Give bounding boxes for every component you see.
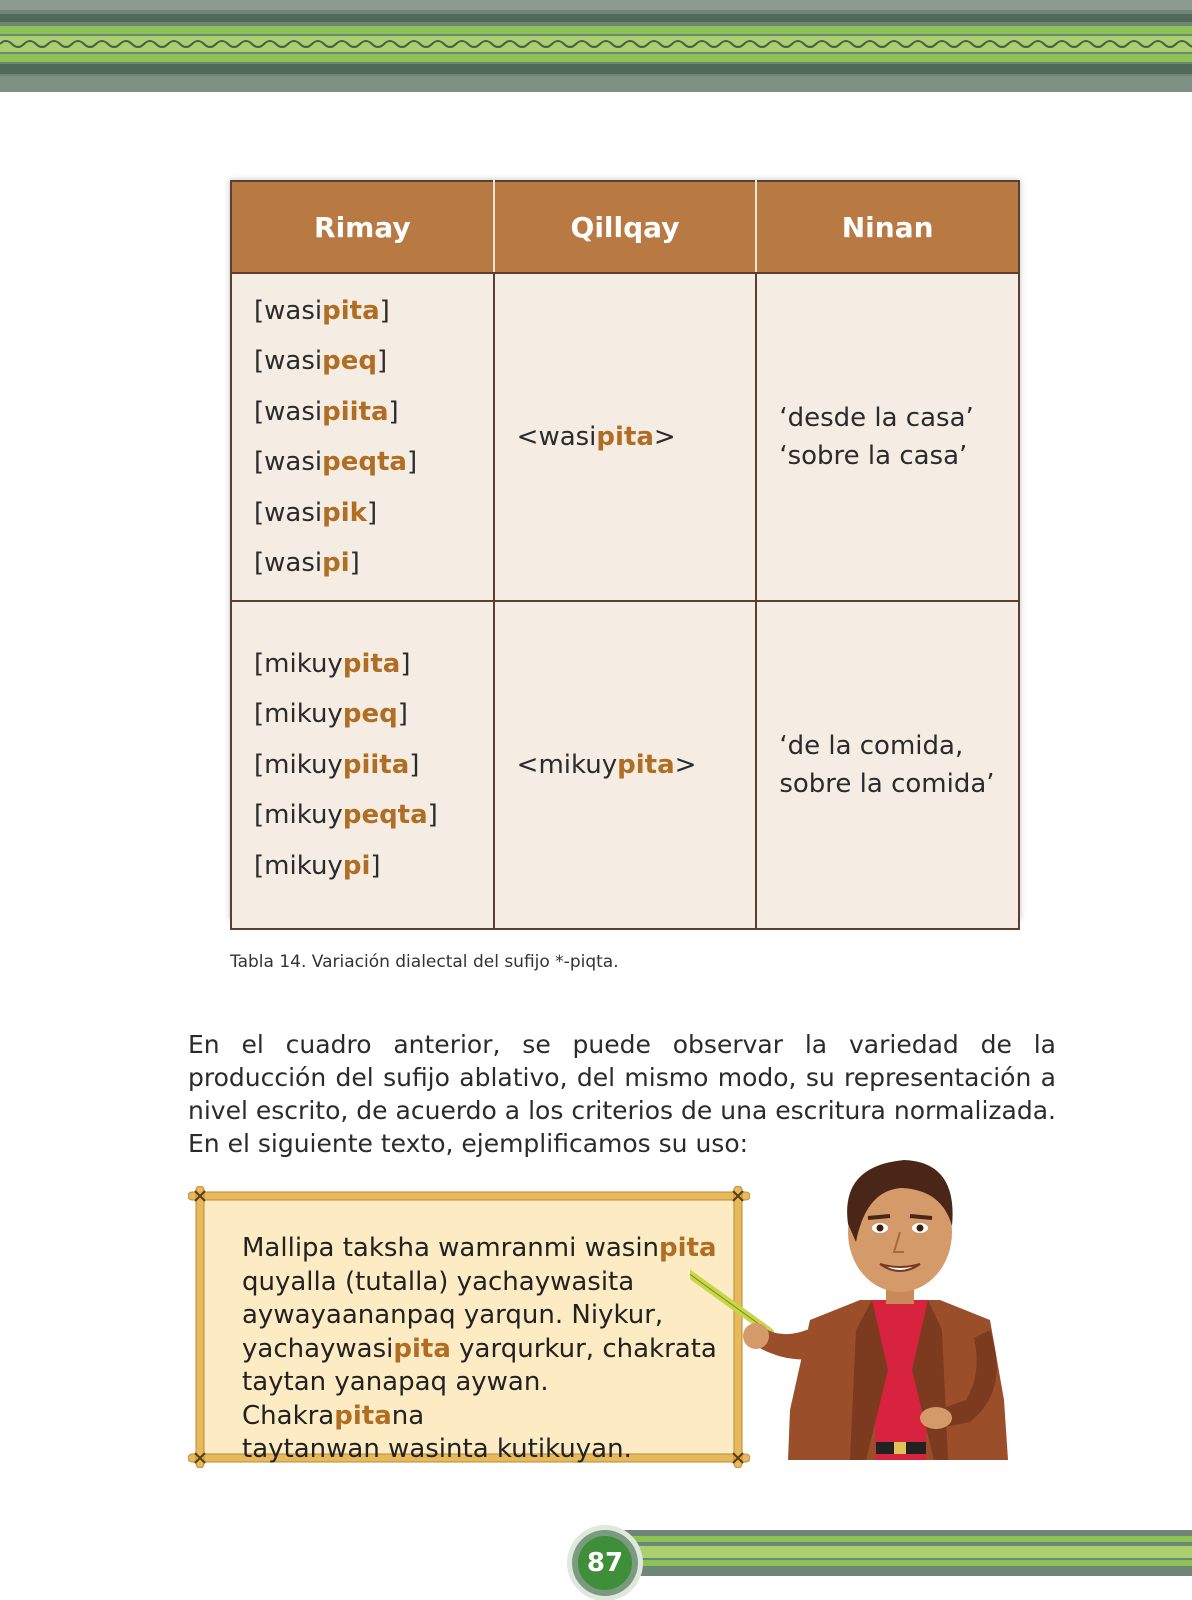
- example-line: quyalla (tutalla) yachaywasita: [242, 1266, 635, 1297]
- table-row: [231, 273, 1019, 601]
- table-header-row: [231, 181, 1019, 273]
- example-text: [242, 1232, 732, 1467]
- written-form-cell: <mikuypita>: [494, 601, 757, 929]
- spoken-form: [mikuypita]: [254, 648, 411, 679]
- table-row: [231, 601, 1019, 929]
- spoken-form: [mikuypiita]: [254, 749, 420, 780]
- meaning-line: sobre la comida’: [779, 769, 995, 799]
- spoken-form: [wasipeq]: [254, 346, 388, 376]
- example-line: taytanwan wasinta kutikuyan.: [242, 1434, 632, 1464]
- spoken-form: [wasipi]: [254, 548, 360, 578]
- table-caption: Tabla 14. Variación dialectal del sufijo *-piqta.: [230, 952, 619, 972]
- example-line: taytan yanapaq aywan. Chakrapitana: [242, 1367, 549, 1431]
- teacher-illustration: [690, 1160, 1050, 1460]
- spoken-forms-cell: [231, 601, 494, 929]
- spoken-form: [wasipeqta]: [254, 447, 418, 477]
- dialect-table: [230, 180, 1020, 920]
- spoken-form: [mikuypeq]: [254, 699, 408, 730]
- example-line: Mallipa taksha wamranmi wasinpita: [242, 1233, 717, 1263]
- header-qillqay: Qillqay: [494, 181, 757, 273]
- top-decorative-band: [0, 0, 1192, 92]
- meaning-line: ‘de la comida,: [779, 731, 964, 761]
- header-ninan: Ninan: [756, 181, 1019, 273]
- example-line: aywayaananpaq yarqun. Niykur,: [242, 1300, 664, 1330]
- spoken-form: [wasipiita]: [254, 396, 399, 427]
- spoken-form: [mikuypeqta]: [254, 800, 438, 831]
- spoken-form: [wasipik]: [254, 497, 378, 528]
- written-form-cell: <wasipita>: [494, 273, 757, 601]
- meaning-line: ‘desde la casa’: [779, 403, 974, 433]
- spoken-form: [mikuypi]: [254, 850, 381, 881]
- example-line: yachaywasipita yarqurkur, chakrata: [242, 1333, 717, 1364]
- spoken-forms-cell: [231, 273, 494, 601]
- meaning-cell: [756, 273, 1019, 601]
- body-paragraph: En el cuadro anterior, se puede observar la variedad de la producción del sufijo ablativo, del mismo modo, su representación a nivel escrito, de acuerdo a los criterios de una escritura normalizada. En el siguiente texto, ejemplificamos su uso:: [188, 1030, 1056, 1158]
- page-number: 87: [586, 1548, 624, 1578]
- meaning-line: ‘sobre la casa’: [779, 441, 968, 471]
- meaning-cell: [756, 601, 1019, 929]
- header-rimay: Rimay: [231, 181, 494, 273]
- spoken-form: [wasipita]: [254, 295, 390, 326]
